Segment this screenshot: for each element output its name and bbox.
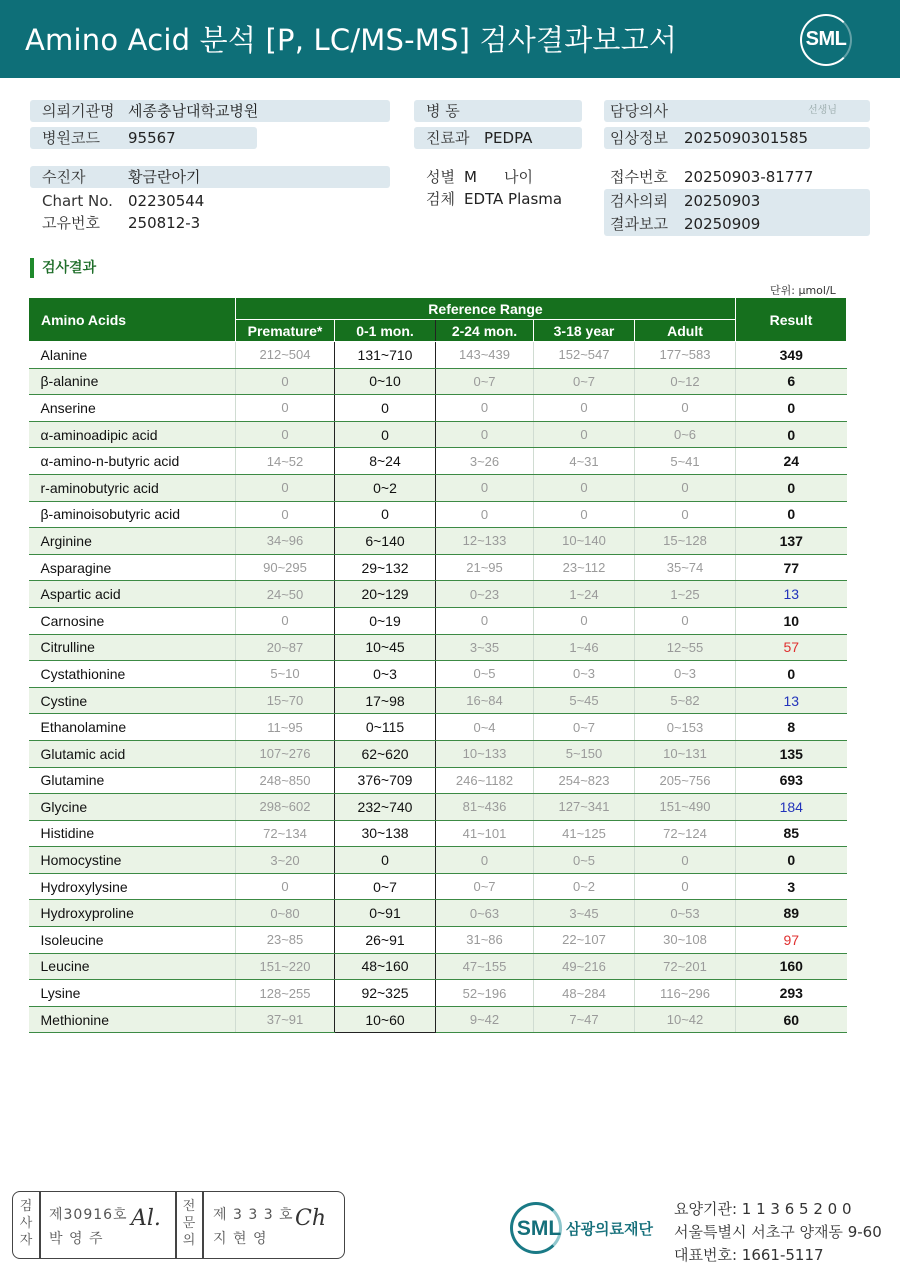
amino-acid-name: α-aminoadipic acid [29,421,236,448]
reference-range-cell: 0~23 [436,581,534,608]
clinical-info-label: 임상정보 [610,129,668,147]
amino-acid-name: Histidine [29,820,236,847]
amino-acid-name: Citrulline [29,634,236,661]
reference-range-cell: 10~133 [436,740,534,767]
table-row [29,501,847,528]
result-value: 349 [736,342,847,369]
reference-range-cell: 177~583 [635,342,736,369]
reference-range-cell: 22~107 [534,927,635,954]
reference-range-cell: 152~547 [534,342,635,369]
amino-acid-name: α-amino-n-butyric acid [29,448,236,475]
result-value: 89 [736,900,847,927]
result-value: 85 [736,820,847,847]
table-row [29,421,847,448]
reference-range-cell: 41~125 [534,820,635,847]
reference-range-cell: 4~31 [534,448,635,475]
reference-range-cell: 0~5 [534,847,635,874]
result-value: 24 [736,448,847,475]
reference-range-cell: 9~42 [436,1006,534,1033]
reference-range-cell: 41~101 [436,820,534,847]
result-value: 0 [736,474,847,501]
institution-label: 의뢰기관명 [42,102,115,120]
reference-range-cell: 3~45 [534,900,635,927]
amino-acid-name: Carnosine [29,607,236,634]
reference-range-cell: 151~220 [236,953,335,980]
reference-range-cell: 15~70 [236,687,335,714]
reference-range-cell: 116~296 [635,980,736,1007]
reference-range-cell: 0~7 [534,368,635,395]
request-date-value: 20250903 [684,192,761,210]
table-row [29,395,847,422]
reference-range-cell: 143~439 [436,342,534,369]
reference-range-cell: 246~1182 [436,767,534,794]
reference-range-cell: 11~95 [236,714,335,741]
chart-no-label: Chart No. [42,192,113,210]
reference-range-cell: 3~20 [236,847,335,874]
result-value: 13 [736,687,847,714]
result-value: 137 [736,528,847,555]
reference-range-cell: 23~85 [236,927,335,954]
institution-row [30,100,390,122]
unit-label: 단위: μmol/L [770,284,836,297]
report-date-value: 20250909 [684,215,761,233]
reference-range-cell: 0 [236,607,335,634]
amino-acid-name: Arginine [29,528,236,555]
department-label: 진료과 [426,129,470,147]
table-row [29,528,847,555]
table-row [29,554,847,581]
col-header-reference: Reference Range [236,298,736,320]
reference-range-cell: 34~96 [236,528,335,555]
reference-range-cell: 0 [635,395,736,422]
table-row [29,980,847,1007]
reference-range-cell: 0~2 [534,873,635,900]
ward-label: 병 동 [426,102,460,120]
amino-acid-name: Glutamine [29,767,236,794]
inspector-title-char: 사 [19,1216,33,1231]
signature-divider [175,1192,177,1258]
reference-range-cell: 72~124 [635,820,736,847]
amino-acid-name: Hydroxylysine [29,873,236,900]
reference-range-cell: 16~84 [436,687,534,714]
doctor-label: 담당의사 [610,102,668,120]
results-table [28,297,847,1033]
reference-range-cell: 0~153 [635,714,736,741]
reference-range-cell: 0~7 [534,714,635,741]
reference-range-cell: 0 [534,421,635,448]
result-value: 184 [736,794,847,821]
reference-range-cell: 0~6 [635,421,736,448]
receipt-no-label: 접수번호 [610,168,668,186]
report-date-label: 결과보고 [610,215,668,233]
sex-value: M [464,168,477,186]
patient-value: 황금란아기 [128,168,201,186]
reference-range-cell: 72~134 [236,820,335,847]
reference-range-cell: 0 [436,607,534,634]
amino-acid-name: Methionine [29,1006,236,1033]
reference-range-cell: 1~25 [635,581,736,608]
specialist-title-char: 문 [182,1216,196,1231]
reference-range-cell: 1~46 [534,634,635,661]
department-row [414,127,582,149]
result-value: 160 [736,953,847,980]
reference-range-cell: 30~108 [635,927,736,954]
footer-address: 서울특별시 서초구 양재동 9-60 [674,1223,882,1241]
hospital-code-row [30,127,257,149]
reference-range-cell: 26~91 [335,927,436,954]
result-value: 0 [736,421,847,448]
reference-range-cell: 0~7 [436,873,534,900]
reference-range-cell: 10~42 [635,1006,736,1033]
reference-range-cell: 128~255 [236,980,335,1007]
reference-range-cell: 0 [436,847,534,874]
unique-no-value: 250812-3 [128,214,201,232]
inspector-title-char: 검 [19,1199,33,1214]
reference-range-cell: 5~41 [635,448,736,475]
signature-box [12,1191,345,1259]
amino-acid-name: Hydroxyproline [29,900,236,927]
signature-divider [202,1192,204,1258]
reference-range-cell: 376~709 [335,767,436,794]
reference-range-cell: 62~620 [335,740,436,767]
amino-acid-name: β-alanine [29,368,236,395]
unique-no-row [30,212,390,234]
amino-acid-name: β-aminoisobutyric acid [29,501,236,528]
reference-range-cell: 21~95 [436,554,534,581]
reference-range-cell: 6~140 [335,528,436,555]
result-value: 13 [736,581,847,608]
doctor-value: 선생님 [808,105,837,116]
reference-range-cell: 10~140 [534,528,635,555]
reference-range-cell: 0~3 [335,661,436,688]
result-value: 97 [736,927,847,954]
footer-code: 요양기관: 1 1 3 6 5 2 0 0 [674,1200,852,1218]
reference-range-cell: 17~98 [335,687,436,714]
reference-range-cell: 0 [236,474,335,501]
result-value: 60 [736,1006,847,1033]
reference-range-cell: 0~5 [436,661,534,688]
reference-range-cell: 35~74 [635,554,736,581]
reference-range-cell: 0~4 [436,714,534,741]
reference-range-cell: 3~26 [436,448,534,475]
specialist-name: 지 현 영 [213,1231,268,1247]
reference-range-cell: 0 [335,501,436,528]
reference-range-cell: 12~133 [436,528,534,555]
reference-range-cell: 0 [635,873,736,900]
request-date-row [604,190,870,212]
chart-no-value: 02230544 [128,192,205,210]
amino-acid-name: Glutamic acid [29,740,236,767]
specialist-title-char: 전 [182,1199,196,1214]
amino-acid-name: Leucine [29,953,236,980]
reference-range-cell: 92~325 [335,980,436,1007]
reference-range-cell: 10~131 [635,740,736,767]
reference-range-cell: 8~24 [335,448,436,475]
department-value: PEDPA [484,129,533,147]
result-value: 135 [736,740,847,767]
receipt-no-row [604,166,870,188]
institution-value: 세종충남대학교병원 [128,102,259,120]
reference-range-cell: 0~91 [335,900,436,927]
reference-range-cell: 52~196 [436,980,534,1007]
doctor-row [604,100,870,122]
reference-range-cell: 131~710 [335,342,436,369]
signature-divider [39,1192,41,1258]
amino-acid-name: Aspartic acid [29,581,236,608]
result-value: 77 [736,554,847,581]
amino-acid-name: r-aminobutyric acid [29,474,236,501]
reference-range-cell: 47~155 [436,953,534,980]
footer-sml-logo [510,1202,562,1254]
amino-acid-name: Cystathionine [29,661,236,688]
inspector-title [19,1198,33,1249]
reference-range-cell: 1~24 [534,581,635,608]
footer-org-name: 삼광의료재단 [566,1220,653,1238]
report-title: Amino Acid 분석 [P, LC/MS-MS] 검사결과보고서 [25,23,678,57]
reference-range-cell: 48~284 [534,980,635,1007]
unique-no-label: 고유번호 [42,214,100,232]
table-row [29,687,847,714]
reference-range-cell: 0 [236,368,335,395]
table-row [29,794,847,821]
reference-range-cell: 0 [236,873,335,900]
table-row [29,953,847,980]
table-row [29,581,847,608]
reference-range-cell: 0~3 [534,661,635,688]
reference-range-cell: 29~132 [335,554,436,581]
result-value: 3 [736,873,847,900]
clinical-info-value: 2025090301585 [684,129,809,147]
patient-label: 수진자 [42,168,86,186]
results-body [29,342,847,1033]
specialist-license-no: 제 3 3 3 호 [213,1207,294,1223]
reference-range-cell: 3~35 [436,634,534,661]
reference-range-cell: 212~504 [236,342,335,369]
footer-phone: 대표번호: 1661-5117 [674,1246,824,1264]
reference-range-cell: 0 [436,474,534,501]
inspector-name: 박 영 주 [49,1231,104,1247]
reference-range-cell: 14~52 [236,448,335,475]
reference-range-cell: 0~7 [335,873,436,900]
reference-range-cell: 0~2 [335,474,436,501]
table-row [29,634,847,661]
amino-acid-name: Alanine [29,342,236,369]
reference-range-cell: 0 [436,421,534,448]
amino-acid-name: Homocystine [29,847,236,874]
report-date-row [604,213,870,235]
specimen-label: 검체 [426,190,455,208]
hospital-code-label: 병원코드 [42,129,100,147]
reference-range-cell: 20~87 [236,634,335,661]
reference-range-cell: 298~602 [236,794,335,821]
reference-range-cell: 81~436 [436,794,534,821]
reference-range-cell: 0 [335,847,436,874]
specialist-signature: Ch [295,1206,327,1231]
footer-logo-text: SML [516,1217,562,1240]
result-value: 10 [736,607,847,634]
result-value: 0 [736,501,847,528]
reference-range-cell: 0 [335,421,436,448]
reference-range-cell: 0 [236,501,335,528]
specialist-title-char: 의 [182,1233,196,1248]
amino-acid-name: Isoleucine [29,927,236,954]
reference-range-cell: 10~45 [335,634,436,661]
table-row [29,740,847,767]
col-header-amino: Amino Acids [29,298,236,342]
amino-acid-name: Anserine [29,395,236,422]
reference-range-cell: 0~7 [436,368,534,395]
patient-row [30,166,390,188]
table-row [29,448,847,475]
reference-range-cell: 37~91 [236,1006,335,1033]
inspector-license-no: 제30916호 [49,1207,128,1223]
reference-range-cell: 48~160 [335,953,436,980]
amino-acid-name: Ethanolamine [29,714,236,741]
result-value: 693 [736,767,847,794]
table-row [29,342,847,369]
reference-range-cell: 0~53 [635,900,736,927]
reference-range-cell: 0 [436,395,534,422]
reference-range-cell: 90~295 [236,554,335,581]
result-value: 0 [736,661,847,688]
reference-range-cell: 0 [534,501,635,528]
reference-range-cell: 0 [635,847,736,874]
result-value: 57 [736,634,847,661]
table-row [29,1006,847,1033]
reference-range-cell: 5~45 [534,687,635,714]
reference-range-cell: 232~740 [335,794,436,821]
reference-range-cell: 0~63 [436,900,534,927]
ward-row [414,100,582,122]
receipt-no-value: 20250903-81777 [684,168,814,186]
reference-range-cell: 0~80 [236,900,335,927]
request-date-label: 검사의뢰 [610,192,668,210]
reference-range-cell: 23~112 [534,554,635,581]
col-header-2-24-mon: 2-24 mon. [436,320,534,342]
col-header-3-18-year: 3-18 year [534,320,635,342]
specimen-row [414,188,584,210]
reference-range-cell: 15~128 [635,528,736,555]
reference-range-cell: 31~86 [436,927,534,954]
inspector-title-char: 자 [19,1233,33,1248]
reference-range-cell: 5~82 [635,687,736,714]
report-header [0,0,900,78]
age-label: 나이 [504,168,533,186]
table-row [29,820,847,847]
sml-logo-text: SML [805,28,847,50]
table-row [29,607,847,634]
reference-range-cell: 205~756 [635,767,736,794]
specialist-title [182,1198,196,1249]
sex-age-row [414,166,584,188]
reference-range-cell: 107~276 [236,740,335,767]
reference-range-cell: 0 [534,474,635,501]
col-header-adult: Adult [635,320,736,342]
table-row [29,661,847,688]
reference-range-cell: 0 [436,501,534,528]
table-row [29,474,847,501]
reference-range-cell: 0~3 [635,661,736,688]
reference-range-cell: 0 [534,395,635,422]
reference-range-cell: 0 [534,607,635,634]
reference-range-cell: 127~341 [534,794,635,821]
table-row [29,927,847,954]
reference-range-cell: 12~55 [635,634,736,661]
reference-range-cell: 7~47 [534,1006,635,1033]
reference-range-cell: 0~19 [335,607,436,634]
section-title: 검사결과 [30,258,96,278]
reference-range-cell: 72~201 [635,953,736,980]
sml-logo [800,14,852,66]
reference-range-cell: 5~150 [534,740,635,767]
table-row [29,873,847,900]
clinical-info-row [604,127,870,149]
reference-range-cell: 0~12 [635,368,736,395]
table-row [29,368,847,395]
reference-range-cell: 49~216 [534,953,635,980]
reference-range-cell: 0 [635,474,736,501]
reference-range-cell: 0 [236,421,335,448]
amino-acid-name: Lysine [29,980,236,1007]
table-row [29,767,847,794]
reference-range-cell: 5~10 [236,661,335,688]
col-header-premature: Premature* [236,320,335,342]
reference-range-cell: 0 [635,607,736,634]
result-value: 8 [736,714,847,741]
inspector-signature: Al. [131,1206,161,1231]
reference-range-cell: 24~50 [236,581,335,608]
col-header-result: Result [736,298,847,342]
amino-acid-name: Asparagine [29,554,236,581]
specimen-value: EDTA Plasma [464,190,563,208]
table-row [29,900,847,927]
reference-range-cell: 0 [335,395,436,422]
chart-no-row [30,190,390,212]
sex-label: 성별 [426,168,455,186]
reference-range-cell: 0~10 [335,368,436,395]
reference-range-cell: 0 [635,501,736,528]
table-row [29,847,847,874]
table-row [29,714,847,741]
reference-range-cell: 30~138 [335,820,436,847]
result-value: 293 [736,980,847,1007]
reference-range-cell: 151~490 [635,794,736,821]
result-value: 0 [736,395,847,422]
reference-range-cell: 248~850 [236,767,335,794]
reference-range-cell: 0~115 [335,714,436,741]
amino-acid-name: Cystine [29,687,236,714]
reference-range-cell: 0 [236,395,335,422]
result-value: 6 [736,368,847,395]
col-header-0-1-mon: 0-1 mon. [335,320,436,342]
reference-range-cell: 254~823 [534,767,635,794]
reference-range-cell: 20~129 [335,581,436,608]
reference-range-cell: 10~60 [335,1006,436,1033]
result-value: 0 [736,847,847,874]
amino-acid-name: Glycine [29,794,236,821]
hospital-code-value: 95567 [128,129,176,147]
